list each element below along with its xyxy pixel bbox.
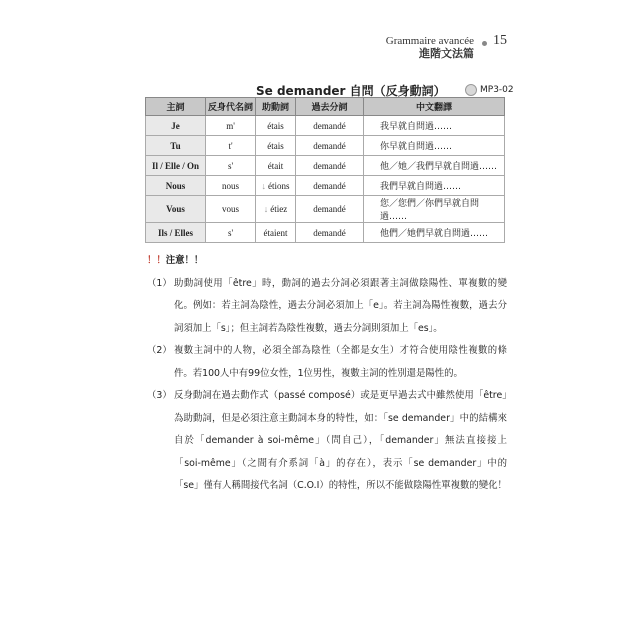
participle-cell-text: demandé [313, 180, 346, 191]
auxiliary-cell-text: étions [268, 180, 290, 191]
auxiliary-cell [256, 156, 296, 176]
pronoun-cell-text: s' [227, 227, 234, 238]
participle-cell-text: demandé [313, 120, 346, 131]
down-arrow-icon: ↓ [263, 204, 269, 214]
pronoun-cell [206, 176, 256, 196]
participle-cell-text: demandé [313, 227, 346, 238]
note-text: 助動詞使用「être」時，動詞的過去分詞必須跟著主詞做陰陽性、單複數的變化。例如：若主詞為陰性，過去分詞必須加上「e」。若主詞為陽性複數，過去分詞須加上「s」；但主詞若為陰性複數，過去分詞則須加上「es」。 [174, 277, 507, 334]
table-row [146, 136, 505, 156]
pronoun-cell [206, 116, 256, 136]
pronoun-cell-text: t' [228, 140, 233, 151]
audio-track-label: MP3-02 [480, 85, 514, 95]
book-title-zh: 進階文法篇 [419, 47, 474, 60]
translation-cell [364, 223, 505, 243]
note-number: （1） [147, 277, 172, 289]
note-text: 複數主詞中的人物，必須全部為陰性（全都是女生）才符合使用陰性複數的條件。若100人中有99位女性，1位男性，複數主詞的性別還是陽性的。 [174, 345, 507, 379]
table-row [146, 223, 505, 243]
pronoun-cell-text: nous [221, 180, 239, 191]
table-row [146, 116, 505, 136]
auxiliary-cell [256, 196, 296, 223]
translation-cell [364, 196, 505, 223]
column-header: 主詞 [146, 98, 206, 116]
subject-cell-text: Tu [170, 140, 181, 151]
translation-cell-text: 我們早就自問過…… [380, 182, 462, 192]
translation-cell [364, 136, 505, 156]
pronoun-cell-text: m' [226, 120, 235, 131]
table-row [146, 196, 505, 223]
translation-cell [364, 116, 505, 136]
column-header: 助動詞 [256, 98, 296, 116]
subject-cell-text: Nous [165, 180, 186, 191]
auxiliary-cell-text: étiez [270, 204, 288, 214]
note-item [147, 385, 507, 498]
pronoun-cell-text: s' [227, 160, 234, 171]
auxiliary-cell [256, 176, 296, 196]
subject-cell-text: Ils / Elles [157, 227, 193, 238]
subject-cell [146, 136, 206, 156]
subject-cell [146, 116, 206, 136]
column-header: 過去分詞 [296, 98, 364, 116]
notes-heading [147, 250, 507, 273]
auxiliary-cell [256, 116, 296, 136]
pronoun-cell [206, 156, 256, 176]
notes-mark: ！！ [147, 255, 166, 266]
notes-heading-text: 注意！！ [165, 255, 204, 266]
table-row [146, 176, 505, 196]
table-header-row [146, 98, 505, 116]
participle-cell-text: demandé [313, 160, 346, 171]
participle-cell-text: demandé [313, 204, 346, 214]
auxiliary-cell [256, 223, 296, 243]
note-item [147, 273, 507, 341]
participle-cell [296, 116, 364, 136]
column-header: 反身代名詞 [206, 98, 256, 116]
participle-cell [296, 223, 364, 243]
translation-cell-text: 他們／她們早就自問過…… [380, 229, 489, 239]
subject-cell [146, 223, 206, 243]
subject-cell-text: Je [171, 120, 180, 131]
pronoun-cell [206, 223, 256, 243]
pronoun-cell-text: vous [221, 204, 239, 214]
participle-cell [296, 176, 364, 196]
pronoun-cell [206, 136, 256, 156]
pronoun-cell [206, 196, 256, 223]
audio-disc-icon [465, 84, 477, 96]
participle-cell [296, 136, 364, 156]
note-item [147, 340, 507, 385]
note-text: 反身動詞在過去動作式（passé composé）或是更早過去式中雖然使用「être」為助動詞，但是必須注意主動詞本身的特性，如：「se demander」中的結構來自於「demander à soi-même」（問自己），「demander」無法直接接上「soi-même」（之間有介系詞「à」的存在），表示「se demander」中的「se」僅有人稱間接代名詞（C.O.I）的特性，所以不能做陰陽性單複數的變化！ [174, 390, 507, 491]
participle-cell [296, 156, 364, 176]
audio-track-badge[interactable] [465, 84, 514, 96]
book-title-en: Grammaire avancée [385, 35, 474, 47]
translation-cell-text: 我早就自問過…… [380, 122, 453, 132]
table-title: Se demander 自問（反身動詞） [256, 84, 446, 98]
auxiliary-cell-text: étaient [263, 227, 288, 238]
subject-cell [146, 196, 206, 223]
subject-cell [146, 176, 206, 196]
translation-cell-text: 你早就自問過…… [380, 142, 453, 152]
note-number: （3） [147, 390, 172, 401]
bullet-dot-icon [482, 41, 487, 46]
subject-cell-text: Vous [166, 204, 185, 214]
translation-cell [364, 156, 505, 176]
down-arrow-icon: ↓ [261, 180, 266, 191]
subject-cell [146, 156, 206, 176]
auxiliary-cell-text: étais [267, 140, 284, 151]
notes-section [147, 250, 507, 498]
translation-cell-text: 他／她／我們早就自問過…… [380, 162, 498, 172]
table-row [146, 156, 505, 176]
participle-cell-text: demandé [313, 140, 346, 151]
note-number: （2） [147, 345, 172, 356]
conjugation-table [145, 97, 505, 243]
participle-cell [296, 196, 364, 223]
running-header [386, 35, 474, 60]
page-number: 15 [493, 33, 507, 48]
column-header: 中文翻譯 [364, 98, 505, 116]
translation-cell-text: 您／您們／你們早就自問過…… [380, 199, 480, 222]
auxiliary-cell [256, 136, 296, 156]
auxiliary-cell-text: étais [267, 120, 284, 131]
translation-cell [364, 176, 505, 196]
auxiliary-cell-text: était [267, 160, 284, 171]
subject-cell-text: Il / Elle / On [151, 160, 199, 171]
